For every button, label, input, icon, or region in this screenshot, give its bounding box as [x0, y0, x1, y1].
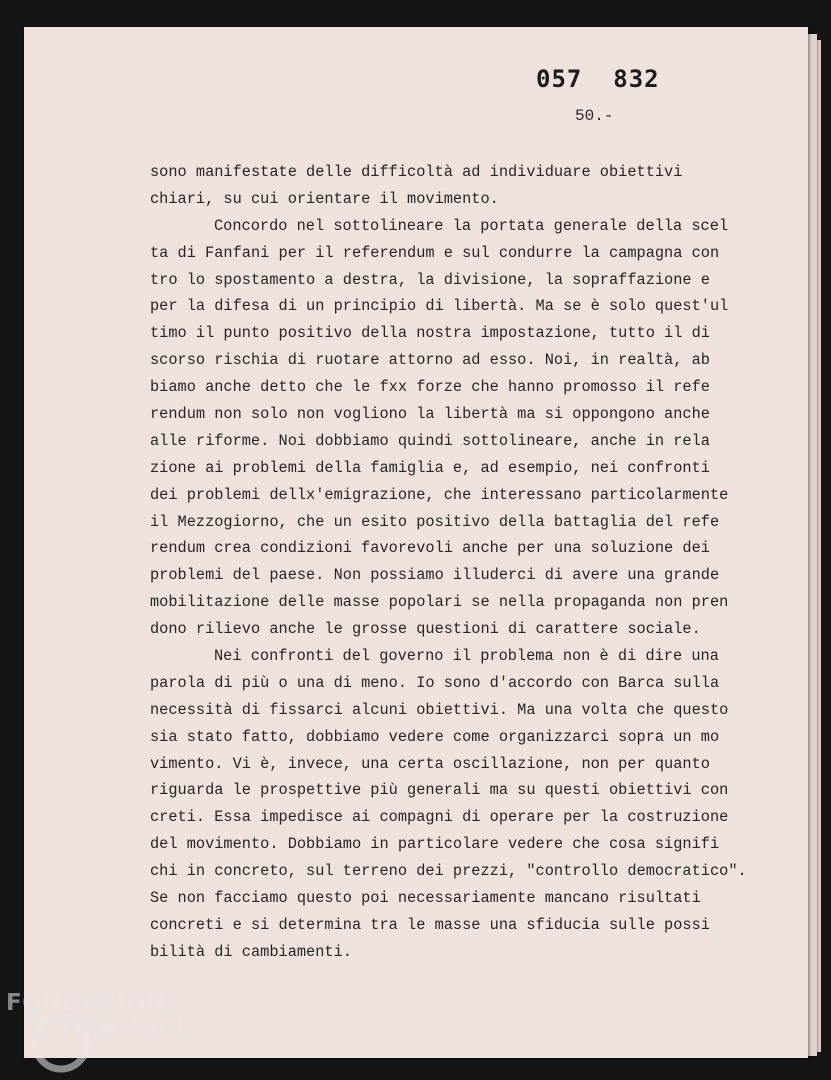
- text-line: necessità di fissarci alcuni obiettivi. Ma una volta che questo: [150, 700, 729, 719]
- text-line: bilità di cambiamenti.: [150, 942, 352, 961]
- text-line: Concordo nel sottolineare la portata generale della scel: [214, 216, 729, 235]
- text-line: vimento. Vi è, invece, una certa oscillazione, non per quanto: [150, 754, 710, 773]
- text-line: sia stato fatto, dobbiamo vedere come organizzarci sopra un mo: [150, 727, 720, 746]
- text-line: rendum non solo non vogliono la libertà ma si oppongono anche: [150, 405, 710, 424]
- text-line: chiari, su cui orientare il movimento.: [150, 189, 499, 208]
- text-line: ta di Fanfani per il referendum e sul condurre la campagna con: [150, 243, 720, 262]
- text-line: alle riforme. Noi dobbiamo quindi sottolineare, anche in rela: [150, 431, 710, 450]
- text-line: biamo anche detto che le fxx forze che hanno promosso il refe: [150, 378, 710, 397]
- text-line: parola di più o una di meno. Io sono d'accordo con Barca sulla: [150, 673, 720, 692]
- typewritten-page: [24, 27, 808, 1058]
- text-line: sono manifestate delle difficoltà ad individuare obiettivi: [150, 163, 683, 181]
- text-line: concreti e si determina tra le masse una sfiducia sulle possi: [150, 915, 710, 934]
- archive-number: 057 832: [536, 65, 660, 93]
- text-line: zione ai problemi della famiglia e, ad esempio, nei confronti: [150, 458, 710, 477]
- watermark-title: FONDAZIONE: [6, 990, 183, 1016]
- text-line: mobilitazione delle masse popolari se nella propaganda non pren: [150, 593, 729, 612]
- text-line: problemi del paese. Non possiamo illuderci di avere una grande: [150, 566, 720, 585]
- watermark-subtitle: GRAMSCI: [62, 1016, 185, 1042]
- text-line: timo il punto positivo della nostra impostazione, tutto il di: [150, 324, 710, 343]
- text-line: riguarda le prospettive più generali ma su questi obiettivi con: [150, 781, 729, 800]
- text-line: Nei confronti del governo il problema non è di dire una: [214, 647, 719, 666]
- text-line: scorso rischia di ruotare attorno ad esso. Noi, in realtà, ab: [150, 351, 710, 370]
- page-number: 50.-: [575, 107, 614, 125]
- text-line: Se non facciamo questo poi necessariamente mancano risultati: [150, 889, 701, 908]
- text-line: chi in concreto, sul terreno dei prezzi, "controllo democratico".: [150, 862, 747, 881]
- fondazione-gramsci-watermark: [2, 986, 222, 1080]
- text-line: il Mezzogiorno, che un esito positivo della battaglia del refe: [150, 512, 720, 531]
- text-line: rendum crea condizioni favorevoli anche per una soluzione dei: [150, 539, 710, 558]
- text-line: del movimento. Dobbiamo in particolare vedere che cosa signifi: [150, 835, 720, 854]
- watermark-suffix: onlus: [176, 1045, 203, 1056]
- text-line: dono rilievo anche le grosse questioni di carattere sociale.: [150, 620, 701, 639]
- text-line: tro lo spostamento a destra, la divisione, la sopraffazione e: [150, 270, 710, 289]
- text-line: creti. Essa impedisce ai compagni di operare per la costruzione: [150, 808, 729, 827]
- text-line: dei problemi dellx'emigrazione, che interessano particolarmente: [150, 485, 729, 504]
- text-line: per la difesa di un principio di libertà. Ma se è solo quest'ul: [150, 297, 729, 316]
- body-text: [150, 159, 790, 966]
